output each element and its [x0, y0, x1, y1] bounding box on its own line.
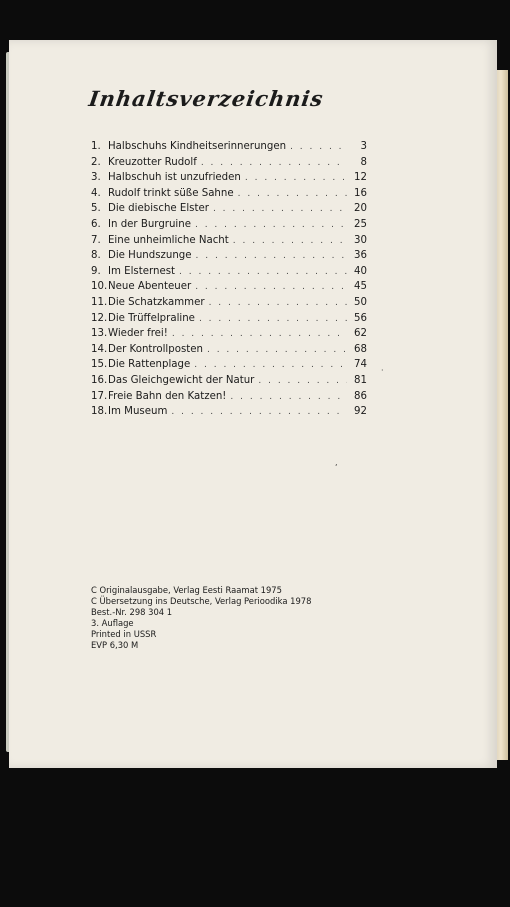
toc-entry-number: 9.: [91, 265, 101, 277]
toc-entry-title: Rudolf trinkt süße Sahne: [108, 187, 234, 199]
toc-dot-leader: [245, 171, 347, 187]
toc-entry: [91, 155, 367, 171]
toc-entry-page: 36: [354, 250, 367, 262]
toc-dot-leader: [213, 202, 347, 218]
book-page: [9, 40, 497, 768]
toc-entry-page: 12: [354, 172, 367, 184]
toc-entry: [91, 264, 367, 280]
toc-dot-leader: [258, 374, 347, 390]
toc-dot-leader: [233, 234, 347, 250]
toc-entry-number: 13.: [91, 328, 108, 340]
toc-entry-title: Die Rattenplage: [108, 359, 191, 371]
toc-entry: [91, 295, 367, 311]
toc-entry-title: In der Burgruine: [108, 218, 191, 230]
toc-entry-page: 40: [354, 265, 367, 277]
toc-dot-leader: [238, 187, 347, 203]
toc-entry: [91, 201, 367, 217]
toc-entry-page: 50: [354, 296, 367, 308]
toc-entry: [91, 357, 367, 373]
page-title: Inhaltsverzeichnis: [87, 86, 326, 111]
toc-entry-page: 74: [354, 359, 367, 371]
toc-entry-number: 5.: [91, 203, 101, 215]
toc-entry: [91, 170, 367, 186]
toc-dot-leader: [209, 296, 347, 312]
imprint-line: C Originalausgabe, Verlag Eesti Raamat 1975: [91, 585, 282, 595]
toc-entry-page: 56: [354, 312, 367, 324]
toc-dot-leader: [199, 312, 347, 328]
toc-entry-page: 30: [354, 234, 367, 246]
toc-entry-page: 92: [354, 406, 367, 418]
toc-entry: [91, 217, 367, 233]
toc-entry: [91, 311, 367, 327]
toc-entry-number: 16.: [91, 374, 108, 386]
toc-entry-page: 62: [354, 328, 367, 340]
toc-entry-number: 12.: [91, 312, 108, 324]
toc-dot-leader: [290, 140, 347, 156]
toc-entry-number: 7.: [91, 234, 101, 246]
toc-dot-leader: [194, 358, 347, 374]
toc-dot-leader: [230, 390, 347, 406]
toc-entry-title: Im Elsternest: [108, 265, 176, 277]
toc-entry-title: Im Museum: [108, 406, 168, 418]
print-speck: ·: [381, 366, 384, 375]
toc-entry-number: 14.: [91, 343, 108, 355]
toc-entry-page: 81: [354, 374, 367, 386]
toc-dot-leader: [179, 265, 347, 281]
toc-entry-page: 25: [354, 218, 367, 230]
toc-entry-title: Die Hundszunge: [108, 250, 192, 262]
toc-entry-page: 45: [354, 281, 367, 293]
toc-entry-title: Die Schatzkammer: [108, 296, 205, 308]
toc-entry-number: 4.: [91, 187, 101, 199]
toc-entry-number: 6.: [91, 218, 101, 230]
toc-entry: [91, 373, 367, 389]
toc-entry: [91, 186, 367, 202]
imprint-line: C Übersetzung ins Deutsche, Verlag Perioodika 1978: [91, 596, 312, 606]
imprint-line: 3. Auflage: [91, 618, 134, 628]
toc-entry-number: 11.: [91, 296, 108, 308]
toc-dot-leader: [195, 218, 347, 234]
toc-dot-leader: [196, 249, 347, 265]
toc-entry-page: 8: [360, 156, 367, 168]
toc-entry-title: Halbschuh ist unzufrieden: [108, 172, 241, 184]
toc-entry-page: 20: [354, 203, 367, 215]
toc-entry-title: Die diebische Elster: [108, 203, 209, 215]
toc-entry-title: Kreuzotter Rudolf: [108, 156, 197, 168]
toc-entry-number: 15.: [91, 359, 108, 371]
toc-entry: [91, 248, 367, 264]
table-of-contents: [91, 139, 367, 420]
toc-entry-number: 17.: [91, 390, 108, 402]
print-speck: ,: [335, 458, 338, 467]
imprint-line: Best.-Nr. 298 304 1: [91, 607, 173, 617]
toc-entry-number: 2.: [91, 156, 101, 168]
toc-entry: [91, 233, 367, 249]
toc-entry-title: Neue Abenteuer: [108, 281, 192, 293]
toc-entry-title: Wieder frei!: [108, 328, 168, 340]
toc-dot-leader: [207, 343, 347, 359]
toc-entry-number: 10.: [91, 281, 108, 293]
toc-dot-leader: [172, 327, 347, 343]
toc-entry: [91, 389, 367, 405]
toc-entry-page: 3: [360, 141, 367, 152]
toc-entry-number: 8.: [91, 250, 101, 262]
imprint-block: [91, 585, 311, 651]
toc-entry-title: Eine unheimliche Nacht: [108, 234, 229, 246]
toc-entry: [91, 139, 367, 155]
toc-entry-title: Halbschuhs Kindheitserinnerungen: [108, 141, 287, 152]
toc-entry-title: Das Gleichgewicht der Natur: [108, 374, 255, 386]
imprint-line: EVP 6,30 M: [91, 640, 139, 650]
toc-entry-number: 18.: [91, 406, 108, 418]
toc-entry-page: 16: [354, 187, 367, 199]
toc-dot-leader: [201, 156, 347, 172]
toc-entry: [91, 279, 367, 295]
toc-entry-title: Freie Bahn den Katzen!: [108, 390, 227, 402]
toc-entry-page: 86: [354, 390, 367, 402]
toc-entry-number: 1.: [91, 141, 101, 152]
toc-entry-title: Der Kontrollposten: [108, 343, 203, 355]
toc-entry-number: 3.: [91, 172, 101, 184]
toc-dot-leader: [195, 280, 347, 296]
toc-entry: [91, 326, 367, 342]
toc-dot-leader: [171, 405, 347, 421]
toc-entry: [91, 342, 367, 358]
toc-entry-page: 68: [354, 343, 367, 355]
imprint-line: Printed in USSR: [91, 629, 157, 639]
toc-entry-title: Die Trüffelpraline: [108, 312, 195, 324]
toc-entry: [91, 404, 367, 420]
